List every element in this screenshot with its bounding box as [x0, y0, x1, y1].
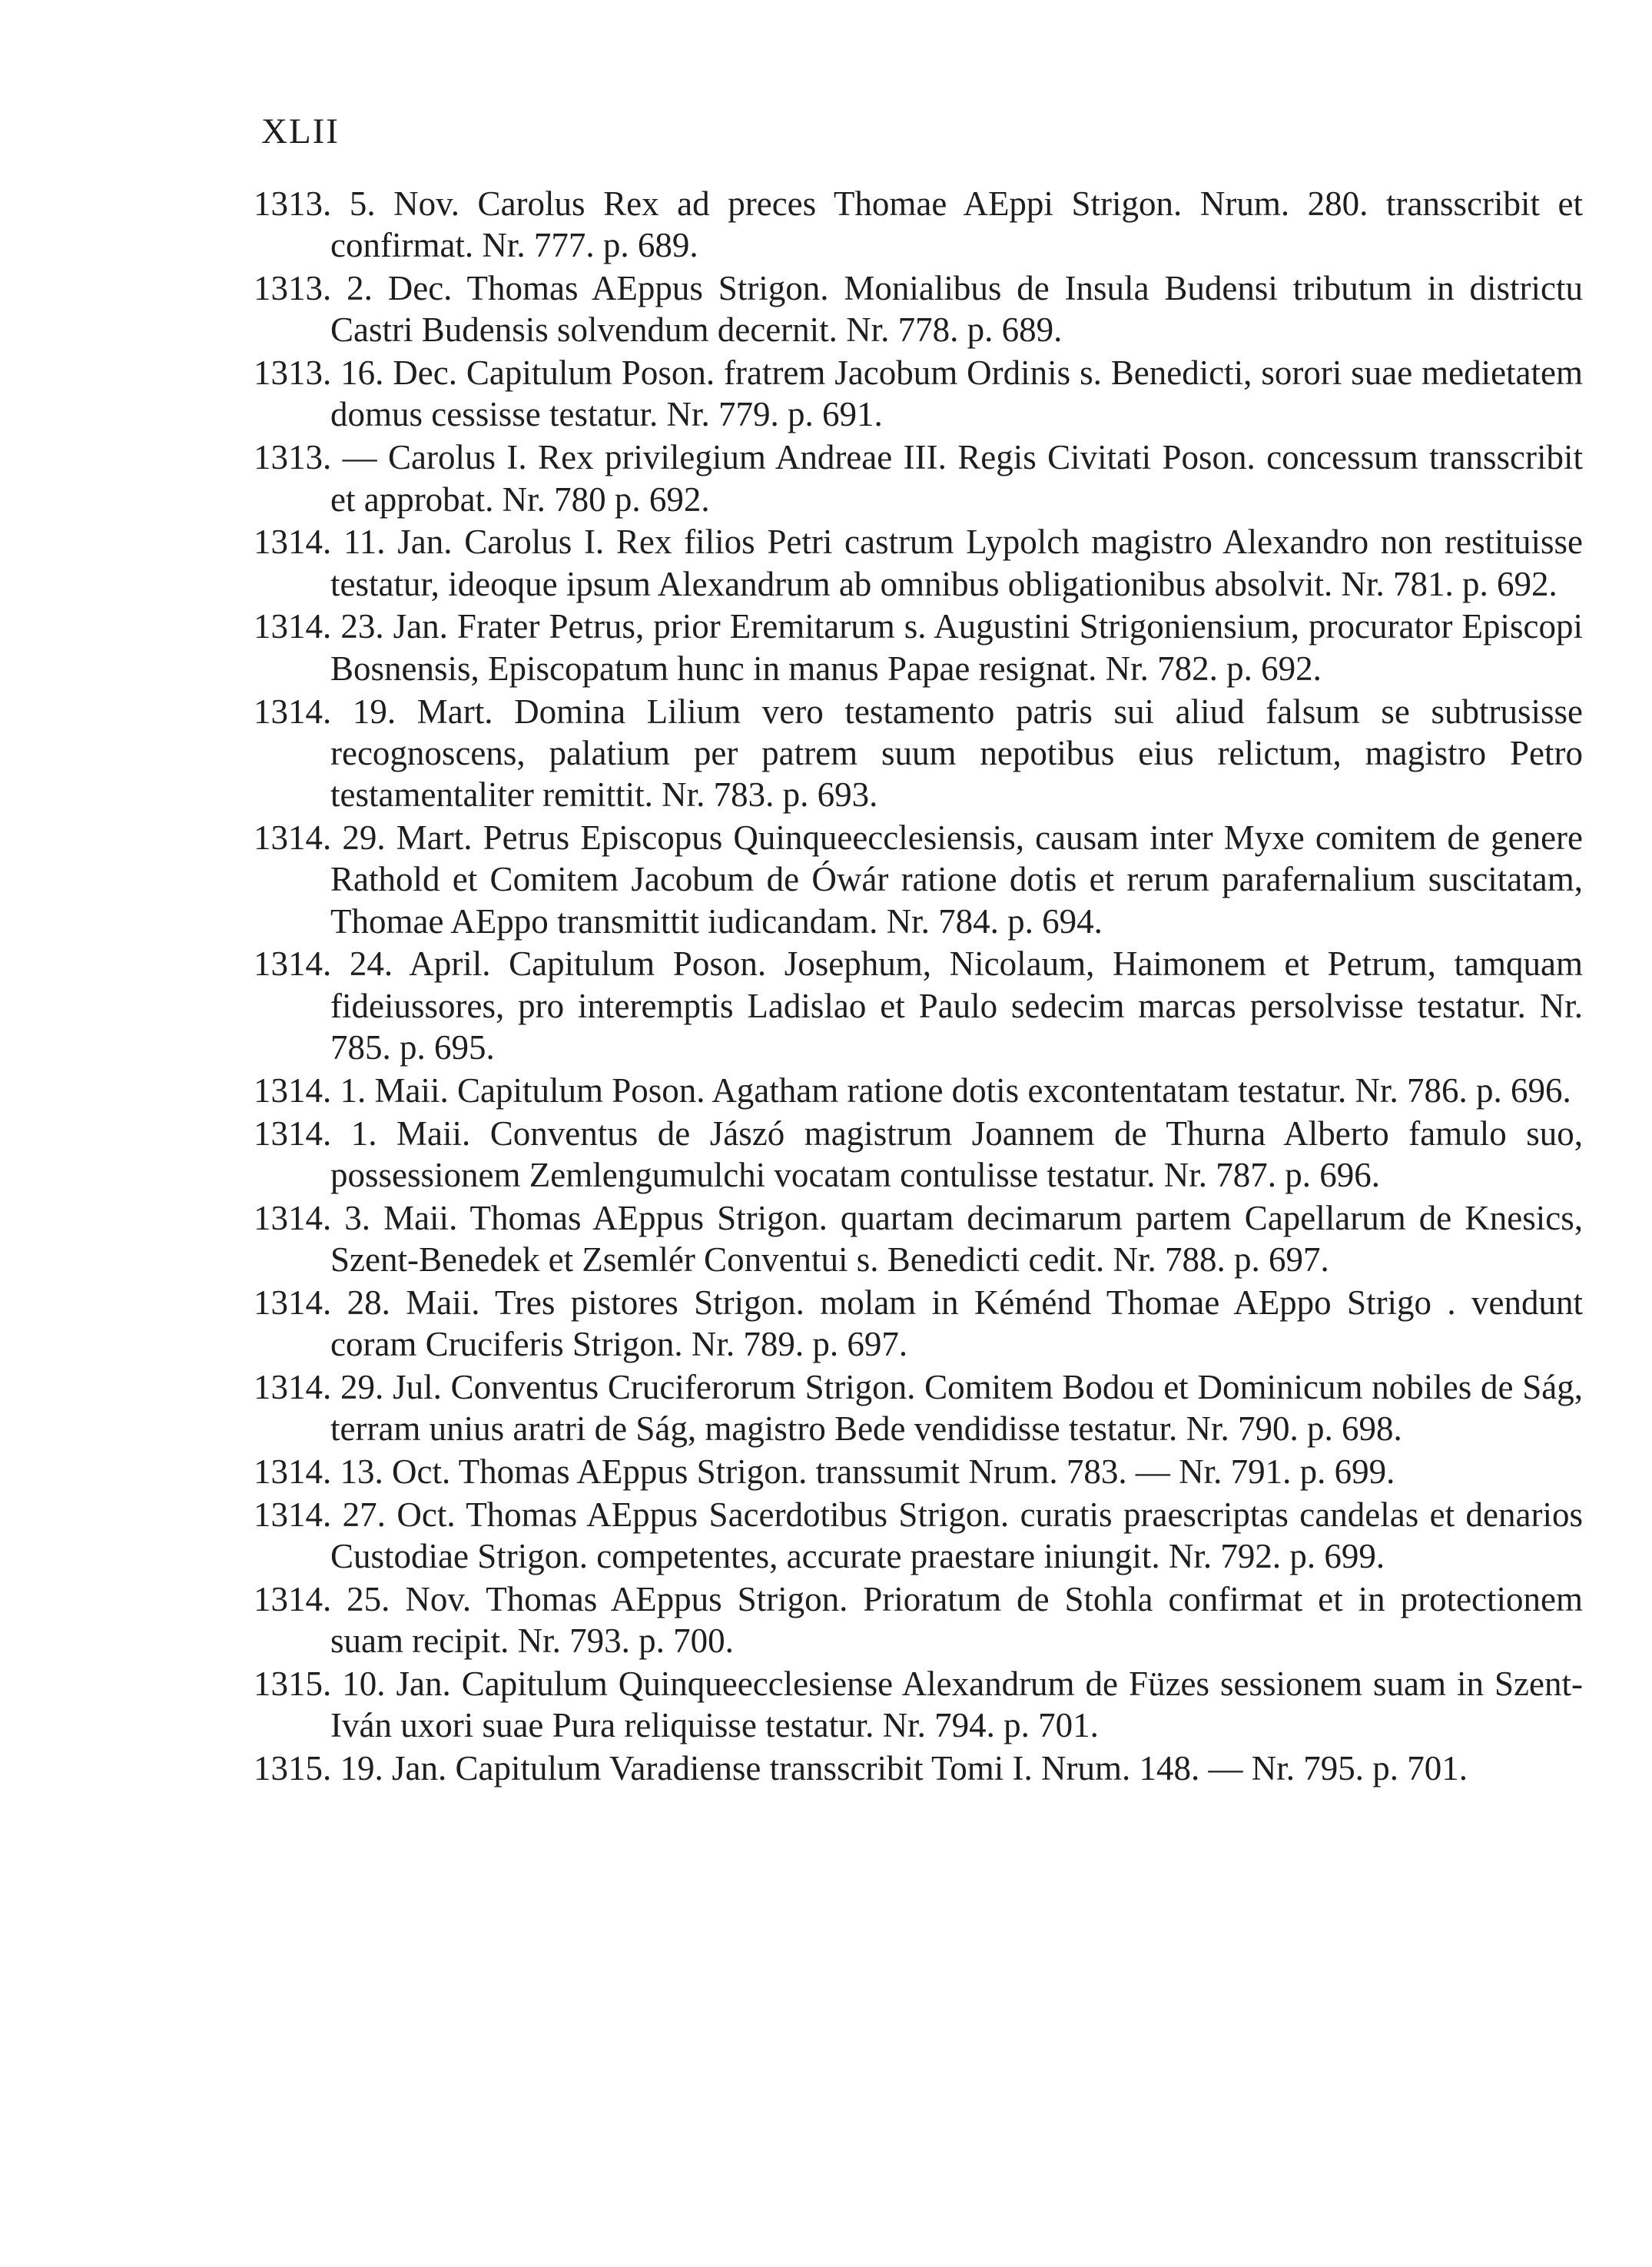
page-number: XLII	[261, 111, 340, 151]
charter-entry: 1314. 11. Jan. Carolus I. Rex filios Petri castrum Lypolch magistro Alexandro non restituisse testatur, ideoque ipsum Alexandrum ab omnibus obligationibus absolvit. Nr. 781. p. 692.	[254, 523, 1583, 603]
charter-entry: 1314. 1. Maii. Conventus de Jászó magistrum Joannem de Thurna Alberto famulo suo, possessionem Zemlengumulchi vocatam contulisse testatur. Nr. 787. p. 696.	[254, 1114, 1583, 1194]
charter-entry: 1314. 23. Jan. Frater Petrus, prior Eremitarum s. Augustini Strigoniensium, procurator Episcopi Bosnensis, Episcopatum hunc in manus Papae resignat. Nr. 782. p. 692.	[254, 607, 1583, 688]
charter-entry: 1313. 2. Dec. Thomas AEppus Strigon. Monialibus de Insula Budensi tributum in districtu Castri Budensis solvendum decernit. Nr. 778. p. 689.	[254, 269, 1583, 350]
charter-entry: 1313. 16. Dec. Capitulum Poson. fratrem Jacobum Ordinis s. Benedicti, sorori suae medietatem domus cessisse testatur. Nr. 779. p. 691.	[254, 353, 1583, 434]
charter-entry: 1314. 1. Maii. Capitulum Poson. Agatham ratione dotis excontentatam testatur. Nr. 786. p. 696.	[254, 1070, 1571, 1110]
charter-entry: 1314. 28. Maii. Tres pistores Strigon. molam in Kéménd Thomae AEppo Strigo . vendunt coram Cruciferis Strigon. Nr. 789. p. 697.	[254, 1283, 1583, 1364]
charter-entry: 1315. 10. Jan. Capitulum Quinqueecclesiense Alexandrum de Füzes sessionem suam in Szent-Iván uxori suae Pura reliquisse testatur. Nr. 794. p. 701.	[254, 1664, 1583, 1745]
charter-entry: 1314. 3. Maii. Thomas AEppus Strigon. quartam decimarum partem Capellarum de Knesics, Szent-Benedek et Zsemlér Conventui s. Benedicti cedit. Nr. 788. p. 697.	[254, 1198, 1583, 1279]
charter-entry: 1314. 25. Nov. Thomas AEppus Strigon. Prioratum de Stohla confirmat et in protectionem suam recipit. Nr. 793. p. 700.	[254, 1579, 1583, 1661]
charter-entry: 1313. 5. Nov. Carolus Rex ad preces Thomae AEppi Strigon. Nrum. 280. transscribit et confirmat. Nr. 777. p. 689.	[254, 184, 1583, 265]
charter-entry: 1314. 13. Oct. Thomas AEppus Strigon. transsumit Nrum. 783. — Nr. 791. p. 699.	[254, 1452, 1395, 1491]
charter-entry: 1314. 27. Oct. Thomas AEppus Sacerdotibus Strigon. curatis praescriptas candelas et denarios Custodiae Strigon. competentes, accurate praestare iniungit. Nr. 792. p. 699.	[254, 1495, 1583, 1575]
charter-list	[254, 183, 1583, 1791]
charter-entry: 1315. 19. Jan. Capitulum Varadiense transscribit Tomi I. Nrum. 148. — Nr. 795. p. 701.	[254, 1748, 1468, 1787]
charter-entry: 1314. 29. Jul. Conventus Cruciferorum Strigon. Comitem Bodou et Dominicum nobiles de Ság, terram unius aratri de Ság, magistro Bede vendidisse testatur. Nr. 790. p. 698.	[254, 1367, 1583, 1449]
charter-entry: 1314. 24. April. Capitulum Poson. Josephum, Nicolaum, Haimonem et Petrum, tamquam fideiussores, pro interemptis Ladislao et Paulo sedecim marcas persolvisse testatur. Nr. 785. p. 695.	[254, 944, 1583, 1067]
charter-entry: 1314. 19. Mart. Domina Lilium vero testamento patris sui aliud falsum se subtrusisse recognoscens, palatium per patrem suum nepotibus eius relictum, magistro Petro testamentaliter remittit. Nr. 783. p. 693.	[254, 692, 1583, 815]
charter-entry: 1313. — Carolus I. Rex privilegium Andreae III. Regis Civitati Poson. concessum transscribit et approbat. Nr. 780 p. 692.	[254, 438, 1583, 519]
charter-entry: 1314. 29. Mart. Petrus Episcopus Quinqueecclesiensis, causam inter Myxe comitem de genere Rathold et Comitem Jacobum de Ówár ratione dotis et rerum parafernalium suscitatam, Thomae AEppo transmittit iudicandam. Nr. 784. p. 694.	[254, 818, 1583, 941]
